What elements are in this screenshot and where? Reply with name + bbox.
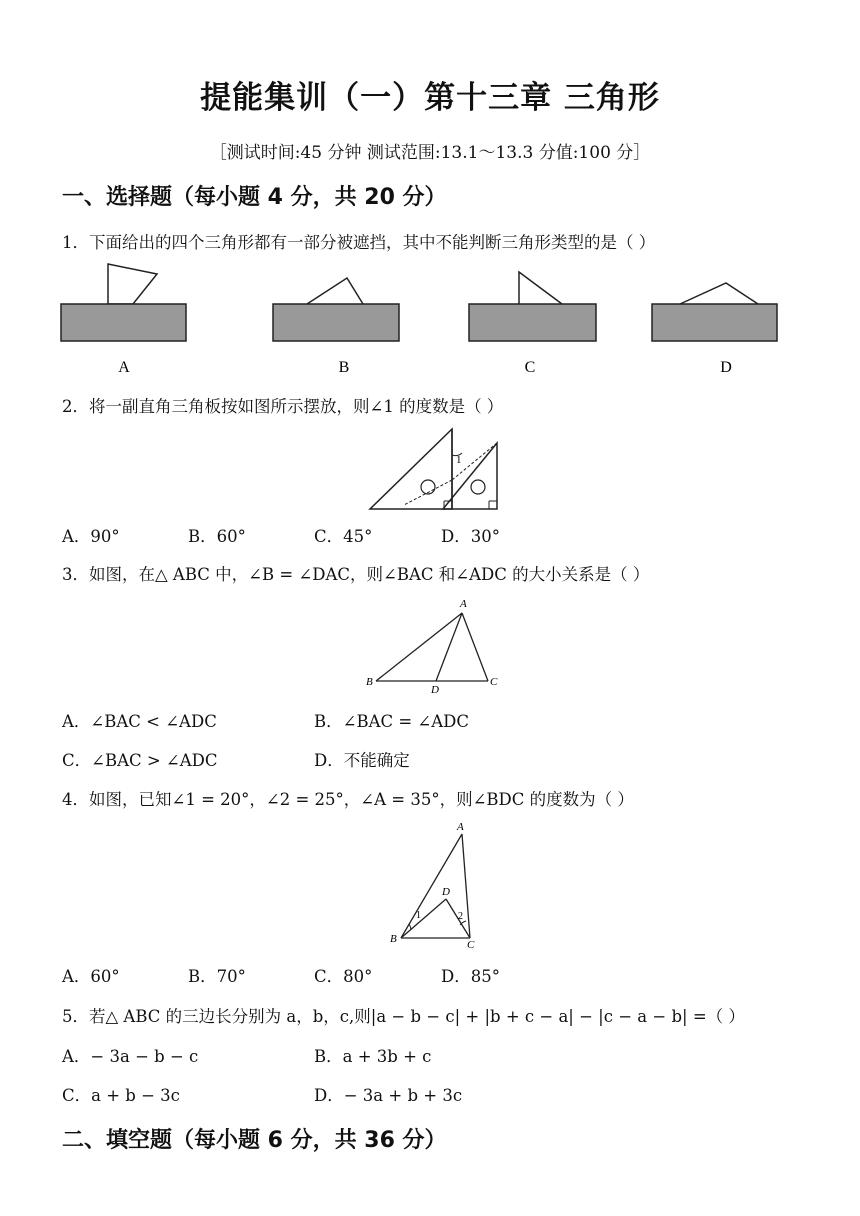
q3-option-a: A．∠BAC < ∠ADC [62,712,217,731]
q3-label-b: B [366,676,373,688]
q1-label-b: B [338,359,350,376]
q3-triangle-figure [0,595,860,695]
q3-label-d: D [431,684,439,696]
question-3-stem: 3．如图，在△ ABC 中，∠B = ∠DAC，则∠BAC 和∠ADC 的大小关系是（ ） [62,565,650,584]
question-1-stem: 1．下面给出的四个三角形都有一部分被遮挡，其中不能判断三角形类型的是（ ） [62,233,656,252]
q2-option-b: B．60° [188,527,246,546]
q4-triangle-figure [0,818,860,958]
q4-option-d: D．85° [441,967,500,986]
q1-figure-b [273,278,399,341]
q2-angle-label-1: 1 [456,454,462,466]
q3-label-c: C [490,676,498,688]
page-title: 提能集训（一）第十三章 三角形 [200,80,660,116]
section-heading-fill-blank: 二、填空题（每小题 6 分，共 36 分） [62,1128,447,1153]
q1-figure-c [469,272,596,341]
q1-figures [0,260,860,380]
question-5-stem: 5．若△ ABC 的三边长分别为 a，b，c,则|a − b − c| + |b + c − a| − |c − a − b| =（ ） [62,1007,745,1026]
q1-label-c: C [524,359,536,376]
q4-label-d: D [442,886,450,898]
q5-option-b: B．a + 3b + c [314,1047,432,1066]
q4-label-a: A [457,821,464,833]
q2-option-a: A．90° [62,527,120,546]
q1-label-d: D [720,359,732,376]
q2-option-d: D．30° [441,527,500,546]
q5-option-a: A．− 3a − b − c [62,1047,199,1066]
q5-option-d: D．− 3a + b + 3c [314,1086,463,1105]
q3-option-d: D．不能确定 [314,751,410,770]
q2-option-c: C．45° [314,527,373,546]
q4-option-b: B．70° [188,967,246,986]
q5-option-c: C．a + b − 3c [62,1086,180,1105]
q4-angle-label-2: 2 [458,911,463,922]
q1-figure-a [61,264,186,341]
q2-set-squares-figure [0,425,860,515]
q3-option-b: B．∠BAC = ∠ADC [314,712,470,731]
section-heading-choice: 一、选择题（每小题 4 分，共 20 分） [62,185,447,210]
q4-angle-label-1: 1 [416,910,421,921]
question-2-stem: 2．将一副直角三角板按如图所示摆放，则∠1 的度数是（ ） [62,397,504,416]
q4-option-c: C．80° [314,967,373,986]
q1-label-a: A [118,359,130,376]
q1-figure-d [652,283,777,341]
q3-option-c: C．∠BAC > ∠ADC [62,751,218,770]
q4-option-a: A．60° [62,967,120,986]
q3-label-a: A [460,598,467,610]
test-info: ［测试时间:45 分钟 测试范围:13.1～13.3 分值:100 分］ [209,143,651,163]
q4-label-c: C [467,939,475,951]
question-4-stem: 4．如图，已知∠1 = 20°，∠2 = 25°，∠A = 35°，则∠BDC 的度数为（ ） [62,790,634,809]
q4-label-b: B [390,933,397,945]
